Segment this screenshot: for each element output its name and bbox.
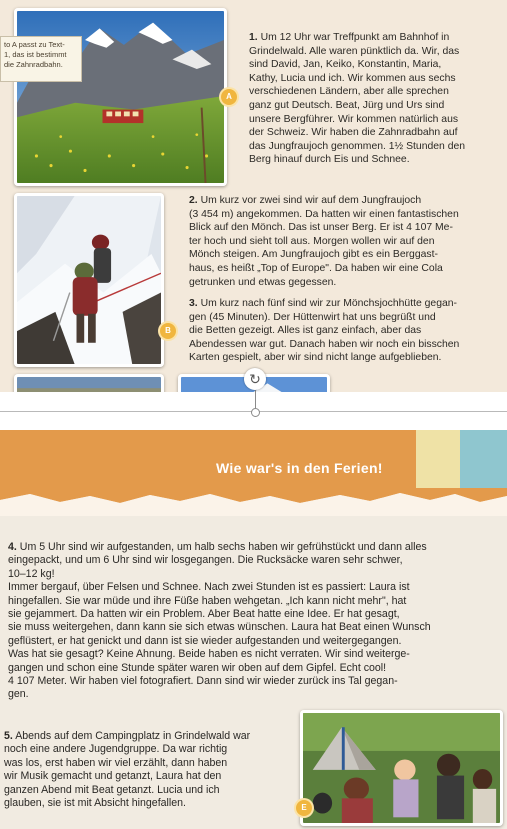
paragraph-number: 2. <box>189 195 198 206</box>
text-line: Abends auf dem Campingplatz in Grindelwald war <box>15 730 251 742</box>
text-line: Was hat sie gesagt? Keine Ahnung. Beide haben es nicht verraten. Wir sind weiterge- <box>8 648 410 661</box>
text-line: Immer bergauf, über Felsen und Schnee. Nach zwei Stunden ist es passiert: Laura ist <box>8 581 410 594</box>
text-line: Karten gespielt, aber wir sind nicht lange aufgeblieben. <box>189 352 442 364</box>
text-line: gen (45 Minuten). Der Hüttenwirt hat uns begrüßt und <box>189 311 436 323</box>
lower-page <box>0 430 507 829</box>
text-line: die Betten gezeigt. Alles ist ganz einfach, aber das <box>189 325 422 337</box>
text-line: sie gejammert. Da hatten wir ein Problem. Aber Beat hatte eine Idee. Er hat gesagt, <box>8 608 400 621</box>
paragraph-number: 3. <box>189 298 198 309</box>
photo-peek-left <box>14 374 164 392</box>
text-line: wir Musik gemacht und getanzt, Laura hat den <box>4 770 222 783</box>
text-line: unsere Bergführer. Wir kommen natürlich aus <box>249 113 459 125</box>
photo-campsite <box>300 710 503 826</box>
upper-page <box>0 0 507 392</box>
text-line: haus, es heißt „Top of Europe". Da haben wir eine Cola <box>189 262 443 274</box>
text-line: Mönch steigen. Am Jungfraujoch gibt es ein Berggast- <box>189 249 438 261</box>
text-line: der Schweiz. Wir haben die Zahnradbahn auf <box>249 127 458 139</box>
text-line: ganzen Abend mit Beat getanzt. Lucia und ich <box>4 783 220 796</box>
photo-label-b: B <box>160 323 176 339</box>
margin-sticky-note: to A passt zu Text- 1, das ist bestimmt die Zahnradbahn. <box>0 36 82 82</box>
section-title: Wie war's in den Ferien! <box>216 460 383 476</box>
section-banner <box>0 430 507 490</box>
paragraph-1 <box>249 31 487 167</box>
paragraph-number: 4. <box>8 541 17 553</box>
photo-climbers <box>14 193 164 367</box>
text-line: Blick auf den Mönch. Das ist unser Berg. Er ist 4 107 Me- <box>189 222 453 234</box>
photo-mountain-train <box>14 8 227 186</box>
text-line: gangen und schon eine Stunde später waren wir oben auf dem Gipfel. Echt cool! <box>8 661 387 674</box>
text-line: eingepackt, und um 6 Uhr sind wir losgegangen. Die Rucksäcke waren sehr schwer, <box>8 554 403 567</box>
text-line: ganz gut Deutsch. Beat, Jürg und Urs sind <box>249 99 445 111</box>
text-line: Um 5 Uhr sind wir aufgestanden, um halb sechs haben wir gefrühstückt und dann alles <box>19 541 427 553</box>
resize-handle[interactable] <box>251 408 260 417</box>
banner-stripe-yellow <box>416 430 460 490</box>
text-line: Kathy, Lucia und ich. Wir kommen aus sechs <box>249 72 456 84</box>
banner-stripe-blue <box>460 430 507 490</box>
photo-label-e: E <box>296 800 312 816</box>
paragraph-2 <box>189 194 490 289</box>
text-line: das Jungfraujoch genommen. 1½ Stunden den <box>249 140 466 152</box>
text-line: getrunken und etwas gegessen. <box>189 276 337 288</box>
text-line: gen. <box>8 688 29 701</box>
text-line: Grindelwald. Alle waren pünktlich da. Wir, das <box>249 45 460 57</box>
paragraph-4 <box>8 541 492 702</box>
text-line: sind David, Jan, Keiko, Konstantin, Maria, <box>249 59 442 71</box>
text-line: (3 454 m) angekommen. Da hatten wir einen fantastischen <box>189 208 459 220</box>
text-line: Berg hinauf durch Eis und Schnee. <box>249 154 410 166</box>
text-line: hingefallen. Sie war müde und ihre Füße haben wehgetan. „Ich kann nicht mehr", hat <box>8 594 407 607</box>
text-line: noch eine andere Jugendgruppe. Da war richtig <box>4 743 228 756</box>
paragraph-number: 5. <box>4 730 13 742</box>
text-line: geflüstert, er hat genickt und dann ist sie wieder aufgestanden und weitergegangen. <box>8 634 402 647</box>
rotate-icon[interactable]: ↻ <box>244 368 266 390</box>
text-line: sie muss weitergehen, dann kann sie sich etwas wünschen. Laura hat Beat einen Wunsch <box>8 621 431 634</box>
paragraph-number: 1. <box>249 32 258 43</box>
text-line: verschiedenen Ländern, aber alle sprechen <box>249 86 449 98</box>
text-line: Um kurz vor zwei sind wir auf dem Jungfraujoch <box>200 195 422 206</box>
photo-label-a: A <box>221 89 237 105</box>
text-line: 10–12 kg! <box>8 567 55 580</box>
text-line: 4 107 Meter. Wir haben viel fotografiert. Dann sind wir wieder zurück ins Tal gegan- <box>8 675 398 688</box>
text-line: ter hoch und sieht toll aus. Morgen wollen wir auf den <box>189 235 435 247</box>
text-line: was los, erst haben wir viel erzählt, dann haben <box>4 756 228 769</box>
paragraph-5 <box>4 730 282 810</box>
torn-paper-edge <box>0 488 507 516</box>
text-line: Abendessen war gut. Danach haben wir noch ein bisschen <box>189 338 460 350</box>
text-line: Um kurz nach fünf sind wir zur Mönchsjochhütte gegan- <box>200 298 457 309</box>
text-line: Um 12 Uhr war Treffpunkt am Bahnhof in <box>260 32 450 43</box>
text-line: glauben, sie ist mit Absicht hingefallen. <box>4 797 186 810</box>
paragraph-3 <box>189 297 490 365</box>
